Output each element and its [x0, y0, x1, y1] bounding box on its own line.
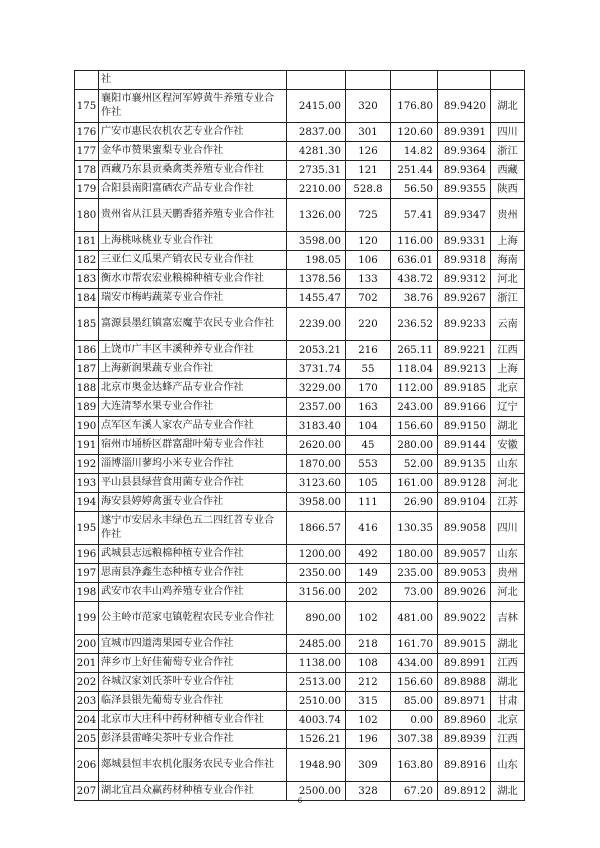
row-number-cell: 195: [75, 512, 99, 545]
table-row: [75, 711, 525, 730]
row-number-cell: 181: [75, 232, 99, 251]
value-2-cell: 216: [346, 341, 391, 360]
value-2-cell: 105: [346, 474, 391, 493]
table-row: [75, 635, 525, 654]
value-3-cell: 235.00: [391, 564, 438, 583]
table-row: [75, 417, 525, 436]
province-cell: 上海: [491, 360, 525, 379]
row-number-cell: 177: [75, 142, 99, 161]
value-1-cell: 1455.47: [287, 289, 346, 308]
value-2-cell: 102: [346, 711, 391, 730]
province-cell: 河北: [491, 474, 525, 493]
row-number-cell: 176: [75, 123, 99, 142]
value-1-cell: 2350.00: [287, 564, 346, 583]
value-3-cell: 265.11: [391, 341, 438, 360]
province-cell: 海南: [491, 251, 525, 270]
value-2-cell: 320: [346, 90, 391, 123]
cooperative-name-cell: 瑞安市梅屿蔬菜专业合作社: [99, 289, 287, 308]
score-cell: 89.9312: [438, 270, 491, 289]
table-row: [75, 436, 525, 455]
row-number-cell: 184: [75, 289, 99, 308]
row-number-cell: 203: [75, 692, 99, 711]
value-1-cell: 2500.00: [287, 782, 346, 801]
row-number-cell: 192: [75, 455, 99, 474]
cooperative-name-cell: 上海桃咏桃业专业合作社: [99, 232, 287, 251]
value-1-cell: 2239.00: [287, 308, 346, 341]
province-cell: 四川: [491, 512, 525, 545]
value-1-cell: 2485.00: [287, 635, 346, 654]
value-2-cell: 45: [346, 436, 391, 455]
value-3-cell: 120.60: [391, 123, 438, 142]
value-2-cell: 163: [346, 398, 391, 417]
table-row: [75, 161, 525, 180]
row-number-cell: 186: [75, 341, 99, 360]
value-3-cell: 636.01: [391, 251, 438, 270]
province-cell: 湖北: [491, 782, 525, 801]
row-number-cell: 194: [75, 493, 99, 512]
province-cell: 湖北: [491, 635, 525, 654]
value-2-cell: 196: [346, 730, 391, 749]
cooperative-name-cell: 淄博淄川蓼坞小米专业合作社: [99, 455, 287, 474]
cooperative-name-cell: 临泽县银先葡萄专业合作社: [99, 692, 287, 711]
province-cell: 山东: [491, 545, 525, 564]
value-2-cell: 702: [346, 289, 391, 308]
value-1-cell: 2210.00: [287, 180, 346, 199]
value-1-cell: 1948.90: [287, 749, 346, 782]
value-1-cell: 2735.31: [287, 161, 346, 180]
score-cell: 89.9364: [438, 142, 491, 161]
value-2-cell: 111: [346, 493, 391, 512]
cooperative-name-cell: 社: [99, 71, 287, 90]
table-row: [75, 673, 525, 692]
value-1-cell: 890.00: [287, 602, 346, 635]
cooperative-name-cell: 武安市农丰山鸡养殖专业合作社: [99, 583, 287, 602]
score-cell: 89.9015: [438, 635, 491, 654]
row-number-cell: 182: [75, 251, 99, 270]
cooperative-name-cell: 富源县墨红镇富宏魔芋农民专业合作社: [99, 308, 287, 341]
value-1-cell: 2357.00: [287, 398, 346, 417]
value-2-cell: 416: [346, 512, 391, 545]
table-row: [75, 90, 525, 123]
province-cell: 安徽: [491, 436, 525, 455]
score-cell: 89.8988: [438, 673, 491, 692]
row-number-cell: 202: [75, 673, 99, 692]
value-3-cell: 38.76: [391, 289, 438, 308]
cooperative-name-cell: 合阳县南阳富硒农产品专业合作社: [99, 180, 287, 199]
value-1-cell: 4281.30: [287, 142, 346, 161]
score-cell: 89.8939: [438, 730, 491, 749]
table-row: [75, 545, 525, 564]
province-cell: 江苏: [491, 493, 525, 512]
province-cell: 山东: [491, 455, 525, 474]
row-number-cell: 190: [75, 417, 99, 436]
table-row: [75, 512, 525, 545]
value-2-cell: 126: [346, 142, 391, 161]
table-row: [75, 583, 525, 602]
cooperative-name-cell: 三亚仁义瓜果产销农民专业合作社: [99, 251, 287, 270]
score-cell: 89.9150: [438, 417, 491, 436]
cooperative-name-cell: 郯城县恒丰农机化服务农民专业合作社: [99, 749, 287, 782]
cooperative-name-cell: 彭泽县雷峰尖茶叶专业合作社: [99, 730, 287, 749]
value-1-cell: 1200.00: [287, 545, 346, 564]
page-number: 6: [297, 797, 303, 805]
value-2-cell: 309: [346, 749, 391, 782]
row-number-cell: 178: [75, 161, 99, 180]
value-1-cell: 1138.00: [287, 654, 346, 673]
value-3-cell: [391, 71, 438, 90]
value-1-cell: 2620.00: [287, 436, 346, 455]
row-number-cell: 193: [75, 474, 99, 493]
row-number-cell: 196: [75, 545, 99, 564]
value-3-cell: 156.60: [391, 417, 438, 436]
value-3-cell: 156.60: [391, 673, 438, 692]
cooperative-name-cell: 宜城市四道湾果园专业合作社: [99, 635, 287, 654]
cooperative-name-cell: 海安县婷婷禽蛋专业合作社: [99, 493, 287, 512]
province-cell: 湖北: [491, 90, 525, 123]
row-number-cell: 198: [75, 583, 99, 602]
value-3-cell: 57.41: [391, 199, 438, 232]
value-2-cell: 528.8: [346, 180, 391, 199]
value-1-cell: 3731.74: [287, 360, 346, 379]
cooperative-name-cell: 北京市大庄科中药材种植专业合作社: [99, 711, 287, 730]
score-cell: 89.9221: [438, 341, 491, 360]
cooperative-name-cell: 公主岭市范家屯镇乾程农民专业合作社: [99, 602, 287, 635]
table-row: [75, 180, 525, 199]
table-row: [75, 360, 525, 379]
cooperative-name-cell: 遂宁市安居永丰绿色五二四红苕专业合作社: [99, 512, 287, 545]
score-cell: 89.9185: [438, 379, 491, 398]
value-2-cell: 220: [346, 308, 391, 341]
score-cell: 89.9233: [438, 308, 491, 341]
table-row: [75, 142, 525, 161]
cooperative-name-cell: 北京市奥金达蜂产品专业合作社: [99, 379, 287, 398]
cooperative-name-cell: 点军区车溪人家农产品专业合作社: [99, 417, 287, 436]
score-cell: 89.9347: [438, 199, 491, 232]
value-2-cell: 149: [346, 564, 391, 583]
cooperative-name-cell: 上海新润果蔬专业合作社: [99, 360, 287, 379]
value-1-cell: [287, 71, 346, 90]
value-3-cell: 161.70: [391, 635, 438, 654]
value-3-cell: 85.00: [391, 692, 438, 711]
province-cell: 湖北: [491, 417, 525, 436]
table-row: [75, 251, 525, 270]
value-3-cell: 116.00: [391, 232, 438, 251]
province-cell: 贵州: [491, 564, 525, 583]
score-cell: 89.9318: [438, 251, 491, 270]
value-3-cell: 438.72: [391, 270, 438, 289]
value-1-cell: 1326.00: [287, 199, 346, 232]
province-cell: 浙江: [491, 289, 525, 308]
row-number-cell: 204: [75, 711, 99, 730]
score-cell: 89.9364: [438, 161, 491, 180]
value-2-cell: 106: [346, 251, 391, 270]
score-cell: 89.8991: [438, 654, 491, 673]
province-cell: 北京: [491, 379, 525, 398]
cooperative-name-cell: 衡水市帮农宏业粮棉种植专业合作社: [99, 270, 287, 289]
row-number-cell: 200: [75, 635, 99, 654]
value-1-cell: 2053.21: [287, 341, 346, 360]
table-row: [75, 199, 525, 232]
row-number-cell: 188: [75, 379, 99, 398]
value-2-cell: 553: [346, 455, 391, 474]
value-3-cell: 118.04: [391, 360, 438, 379]
value-3-cell: 481.00: [391, 602, 438, 635]
value-2-cell: 328: [346, 782, 391, 801]
value-1-cell: 3156.00: [287, 583, 346, 602]
table-row: [75, 341, 525, 360]
value-2-cell: 133: [346, 270, 391, 289]
value-3-cell: 52.00: [391, 455, 438, 474]
province-cell: 西藏: [491, 161, 525, 180]
value-3-cell: 14.82: [391, 142, 438, 161]
row-number-cell: 183: [75, 270, 99, 289]
table-row: [75, 270, 525, 289]
row-number-cell: 206: [75, 749, 99, 782]
table-row: [75, 455, 525, 474]
table-row: [75, 474, 525, 493]
score-cell: 89.9331: [438, 232, 491, 251]
table-row: [75, 71, 525, 90]
value-1-cell: 3183.40: [287, 417, 346, 436]
score-cell: 89.9135: [438, 455, 491, 474]
value-2-cell: 315: [346, 692, 391, 711]
score-cell: 89.9053: [438, 564, 491, 583]
value-3-cell: 180.00: [391, 545, 438, 564]
score-cell: 89.9144: [438, 436, 491, 455]
cooperative-name-cell: 萍乡市上好佳葡萄专业合作社: [99, 654, 287, 673]
score-cell: 89.9420: [438, 90, 491, 123]
score-cell: 89.8916: [438, 749, 491, 782]
cooperative-name-cell: 思南县净鑫生态种植专业合作社: [99, 564, 287, 583]
value-2-cell: 492: [346, 545, 391, 564]
row-number-cell: 207: [75, 782, 99, 801]
value-3-cell: 161.00: [391, 474, 438, 493]
value-3-cell: 280.00: [391, 436, 438, 455]
table-row: [75, 232, 525, 251]
value-1-cell: 3229.00: [287, 379, 346, 398]
value-3-cell: 26.90: [391, 493, 438, 512]
value-2-cell: 202: [346, 583, 391, 602]
score-cell: 89.8971: [438, 692, 491, 711]
value-3-cell: 434.00: [391, 654, 438, 673]
value-1-cell: 3958.00: [287, 493, 346, 512]
province-cell: 陕西: [491, 180, 525, 199]
score-cell: 89.9267: [438, 289, 491, 308]
value-3-cell: 307.38: [391, 730, 438, 749]
value-1-cell: 2510.00: [287, 692, 346, 711]
value-2-cell: 218: [346, 635, 391, 654]
cooperative-name-cell: 湖北宜昌众赢药材种植专业合作社: [99, 782, 287, 801]
value-3-cell: 236.52: [391, 308, 438, 341]
province-cell: 山东: [491, 749, 525, 782]
value-2-cell: 120: [346, 232, 391, 251]
score-cell: 89.8912: [438, 782, 491, 801]
table-row: [75, 654, 525, 673]
value-1-cell: 1866.57: [287, 512, 346, 545]
score-cell: 89.9104: [438, 493, 491, 512]
table-row: [75, 398, 525, 417]
value-2-cell: 121: [346, 161, 391, 180]
value-1-cell: 198.05: [287, 251, 346, 270]
value-2-cell: 725: [346, 199, 391, 232]
table-row: [75, 379, 525, 398]
score-cell: 89.9057: [438, 545, 491, 564]
value-1-cell: 2837.00: [287, 123, 346, 142]
score-cell: 89.9391: [438, 123, 491, 142]
value-1-cell: 1526.21: [287, 730, 346, 749]
value-2-cell: 104: [346, 417, 391, 436]
table-row: [75, 308, 525, 341]
table-body: [75, 71, 525, 801]
score-cell: 89.8960: [438, 711, 491, 730]
row-number-cell: 205: [75, 730, 99, 749]
cooperative-name-cell: 宿州市埇桥区群富甜叶菊专业合作社: [99, 436, 287, 455]
row-number-cell: 201: [75, 654, 99, 673]
score-cell: 89.9213: [438, 360, 491, 379]
province-cell: 北京: [491, 711, 525, 730]
province-cell: 贵州: [491, 199, 525, 232]
cooperative-ranking-table: [74, 70, 525, 801]
province-cell: 云南: [491, 308, 525, 341]
cooperative-name-cell: 襄阳市襄州区程河军婷黄牛养殖专业合作社: [99, 90, 287, 123]
row-number-cell: [75, 71, 99, 90]
province-cell: 四川: [491, 123, 525, 142]
value-2-cell: 102: [346, 602, 391, 635]
table-row: [75, 730, 525, 749]
table-row: [75, 749, 525, 782]
cooperative-name-cell: 西藏乃东县贡桑禽类养殖专业合作社: [99, 161, 287, 180]
table-row: [75, 493, 525, 512]
value-2-cell: 108: [346, 654, 391, 673]
row-number-cell: 199: [75, 602, 99, 635]
cooperative-name-cell: 大连清琴水果专业合作社: [99, 398, 287, 417]
value-1-cell: 1378.56: [287, 270, 346, 289]
cooperative-name-cell: 上饶市广丰区丰溪种养专业合作社: [99, 341, 287, 360]
value-3-cell: 73.00: [391, 583, 438, 602]
value-1-cell: 2513.00: [287, 673, 346, 692]
row-number-cell: 197: [75, 564, 99, 583]
value-1-cell: 2415.00: [287, 90, 346, 123]
value-2-cell: 301: [346, 123, 391, 142]
value-3-cell: 112.00: [391, 379, 438, 398]
province-cell: 河北: [491, 583, 525, 602]
score-cell: 89.9166: [438, 398, 491, 417]
value-3-cell: 163.80: [391, 749, 438, 782]
score-cell: [438, 71, 491, 90]
score-cell: 89.9022: [438, 602, 491, 635]
score-cell: 89.9058: [438, 512, 491, 545]
province-cell: 江西: [491, 654, 525, 673]
value-2-cell: 212: [346, 673, 391, 692]
value-2-cell: [346, 71, 391, 90]
table-row: [75, 289, 525, 308]
province-cell: 江西: [491, 341, 525, 360]
province-cell: 江西: [491, 730, 525, 749]
province-cell: 河北: [491, 270, 525, 289]
value-1-cell: 3123.60: [287, 474, 346, 493]
row-number-cell: 185: [75, 308, 99, 341]
value-2-cell: 55: [346, 360, 391, 379]
cooperative-name-cell: 金华市赞果蜜梨专业合作社: [99, 142, 287, 161]
value-3-cell: 0.00: [391, 711, 438, 730]
cooperative-name-cell: 广安市惠民农机农艺专业合作社: [99, 123, 287, 142]
value-2-cell: 170: [346, 379, 391, 398]
row-number-cell: 189: [75, 398, 99, 417]
table-row: [75, 602, 525, 635]
province-cell: 湖北: [491, 673, 525, 692]
value-3-cell: 56.50: [391, 180, 438, 199]
row-number-cell: 180: [75, 199, 99, 232]
row-number-cell: 187: [75, 360, 99, 379]
score-cell: 89.9026: [438, 583, 491, 602]
value-3-cell: 251.44: [391, 161, 438, 180]
row-number-cell: 191: [75, 436, 99, 455]
province-cell: 浙江: [491, 142, 525, 161]
province-cell: 上海: [491, 232, 525, 251]
province-cell: 吉林: [491, 602, 525, 635]
value-3-cell: 176.80: [391, 90, 438, 123]
row-number-cell: 175: [75, 90, 99, 123]
table-row: [75, 123, 525, 142]
province-cell: [491, 71, 525, 90]
province-cell: 甘肃: [491, 692, 525, 711]
row-number-cell: 179: [75, 180, 99, 199]
value-3-cell: 130.35: [391, 512, 438, 545]
value-1-cell: 4003.74: [287, 711, 346, 730]
province-cell: 辽宁: [491, 398, 525, 417]
value-1-cell: 3598.00: [287, 232, 346, 251]
value-3-cell: 243.00: [391, 398, 438, 417]
table-row: [75, 564, 525, 583]
cooperative-name-cell: 武城县志远粮棉种植专业合作社: [99, 545, 287, 564]
cooperative-name-cell: 贵州省从江县天鹏香猪养殖专业合作社: [99, 199, 287, 232]
score-cell: 89.9128: [438, 474, 491, 493]
table-row: [75, 692, 525, 711]
score-cell: 89.9355: [438, 180, 491, 199]
value-3-cell: 67.20: [391, 782, 438, 801]
cooperative-name-cell: 平山县县绿营食用菌专业合作社: [99, 474, 287, 493]
value-1-cell: 1870.00: [287, 455, 346, 474]
cooperative-name-cell: 谷城汉家刘氏茶叶专业合作社: [99, 673, 287, 692]
